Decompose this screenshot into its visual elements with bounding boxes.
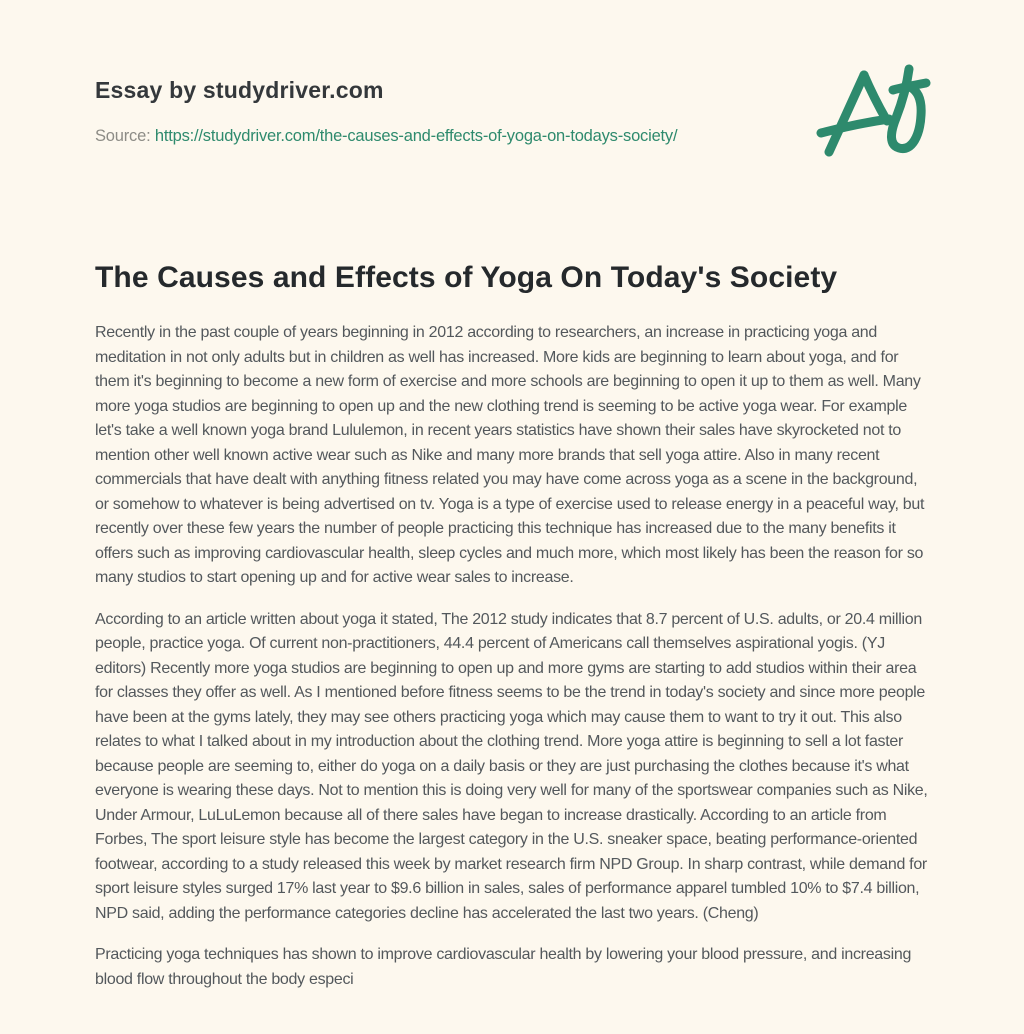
essay-paragraph-2: According to an article written about yoga it stated, The 2012 study indicates that 8.7 percent of U.S. adults, or 20.4 million people, practice yoga. Of current non-practitioners, 44.4 percent of Americans call themselves aspirational yogis. (YJ editors) Recently more yoga studios are beginning to open up and more gyms are starting to add studios within their area for classes they offer as well. As I mentioned before fitness seems to be the trend in today's society and since more people have been at the gyms lately, they may see others practicing yoga which may cause them to want to try it out. This also relates to what I talked about in my introduction about the clothing trend. More yoga attire is beginning to sell a lot faster because people are seeming to, either do yoga on a daily basis or they are just purchasing the clothes because it's what everyone is wearing these days. Not to mention this is doing very well for many of the sportswear companies such as Nike, Under Armour, LuLuLemon because all of there sales have began to increase drastically. According to an article from Forbes, The sport leisure style has become the largest category in the U.S. sneaker space, beating performance-oriented footwear, according to a study released this week by market research firm NPD Group. In sharp contrast, while demand for sport leisure styles surged 17% last year to $9.6 billion in sales, sales of performance apparel tumbled 10% to $7.4 billion, NPD said, adding the performance categories decline has accelerated the last two years. (Cheng): [95, 610, 928, 922]
a-plus-logo-icon: [816, 56, 931, 164]
essay-paragraph-1: Recently in the past couple of years beginning in 2012 according to researchers, an increase in practicing yoga and meditation in not only adults but in children as well has increased. More kids are beginning to learn about yoga, and for them it's beginning to become a new form of exercise and more schools are beginning to open it up to them as well. Many more yoga studios are beginning to open up and the new clothing trend is seeming to be active yoga wear. For example let's take a well known yoga brand Lululemon, in recent years statistics have shown their sales have skyrocketed not to mention other well known active wear such as Nike and many more brands that sell yoga attire. Also in many recent commercials that have dealt with anything fitness related you may have come across yoga as a scene in the background, or somehow to whatever is being advertised on tv. Yoga is a type of exercise used to release energy in a peaceful way, but recently over these few years the number of people practicing this technique has increased due to the many benefits it offers such as improving cardiovascular health, sleep cycles and much more, which most likely has been the reason for so many studios to start opening up and for active wear sales to increase.: [95, 324, 925, 586]
byline: Essay by studydriver.com: [95, 77, 384, 103]
essay-paragraph-3: Practicing yoga techniques has shown to improve cardiovascular health by lowering your blood pressure, and increasing blood flow throughout the body especi: [95, 946, 912, 988]
essay-title: The Causes and Effects of Yoga On Today's Society: [95, 261, 838, 294]
source-row: [95, 125, 929, 147]
source-link[interactable]: https://studydriver.com/the-causes-and-effects-of-yoga-on-todays-society/: [154, 127, 678, 145]
source-label: Source:: [95, 127, 151, 145]
essay-body: [95, 259, 929, 992]
document-header: [95, 0, 929, 147]
